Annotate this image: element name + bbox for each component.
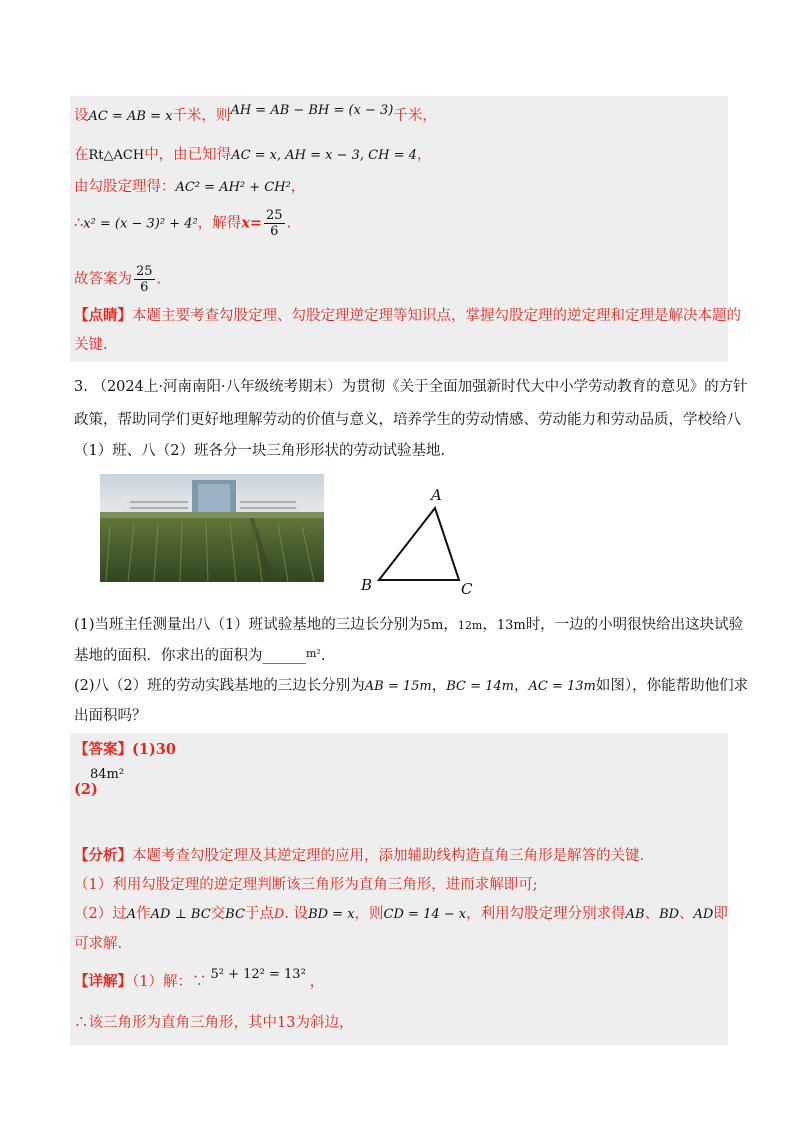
fraction-25-6: $\frac{25}{6}$ [266,208,283,239]
solution-line-1: 设AC = AB = x千米，则AH = AB − BH = (x − 3)千米， [74,103,437,124]
answer-blank: ______ [262,648,306,664]
question-line-3: （1）班、八（2）班各分一块三角形形状的劳动试验基地. [74,443,446,459]
analysis-line-2: （1）利用勾股定理的逆定理判断该三角形为直角三角形，进而求解即可; [74,877,538,893]
vertex-label-b: B [361,576,373,594]
vertex-label-c: C [461,580,473,596]
question-line-2: 政策，帮助同学们更好地理解劳动的价值与意义，培养学生的劳动情感、劳动能力和劳动品质，学校给八 [74,412,741,428]
question-line-1: 3. （2024上·河南南阳·八年级统考期末）为贯彻《关于全面加强新时代大中小学劳动教育的意见》的方针 [74,379,748,395]
solution-line-4: ∴x² = (x − 3)² + 4²，解得x= $\frac{25}{6}$ . [74,208,292,239]
solution-line-2: 在Rt△ACH中，由已知得AC = x, AH = x − 3, CH = 4， [74,147,432,163]
solution-line-3: 由勾股定理得：AC² = AH² + CH²， [74,179,306,195]
detail-line-1: 【详解】（1）解：∵ 5² + 12² = 13² ， [74,967,325,990]
answer-line-1: 【答案】(1)30 [74,741,176,758]
part1-line-2: 基地的面积．你求出的面积为______$^{m^2}$. [74,647,326,664]
triangle-abc-diagram [355,486,485,600]
part1-line-1: (1)当班主任测量出八（1）班试验基地的三边长分别为5m，12m，13m时，一边的小明很快给出这块试验 [74,617,744,633]
tip-line-1: 【点睛】本题主要考查勾股定理、勾股定理逆定理等知识点，掌握勾股定理的逆定理和定理是解决本题的 [74,307,741,324]
analysis-line-1: 【分析】本题考查勾股定理及其逆定理的应用，添加辅助线构造直角三角形是解答的关键. [74,847,645,864]
analysis-line-3: （2）过A作AD ⊥ BC交BC于点D. 设BD = x，则CD = 14 − x，利用勾股定理分别求得AB、BD、AD即 [74,906,728,922]
triangle-shape [379,508,459,580]
part2-line-1: (2)八（2）班的劳动实践基地的三边长分别为AB = 15m，BC = 14m，AC = 13m如图），你能帮助他们求 [74,678,749,694]
solution-line-5: 故答案为 $\frac{25}{6}$ . [74,264,162,295]
part2-line-2: 出面积吗？ [74,708,147,724]
fraction-answer: $\frac{25}{6}$ [136,264,153,295]
detail-line-2: ∴该三角形为直角三角形，其中13为斜边， [74,1015,354,1031]
farm-field-photo [100,474,324,582]
analysis-line-4: 可求解. [74,936,123,952]
vertex-label-a: A [431,486,442,504]
answer-value-2: 84m² [90,767,125,782]
answer-line-2: (2) [74,781,98,798]
tip-line-2: 关键. [74,337,108,353]
